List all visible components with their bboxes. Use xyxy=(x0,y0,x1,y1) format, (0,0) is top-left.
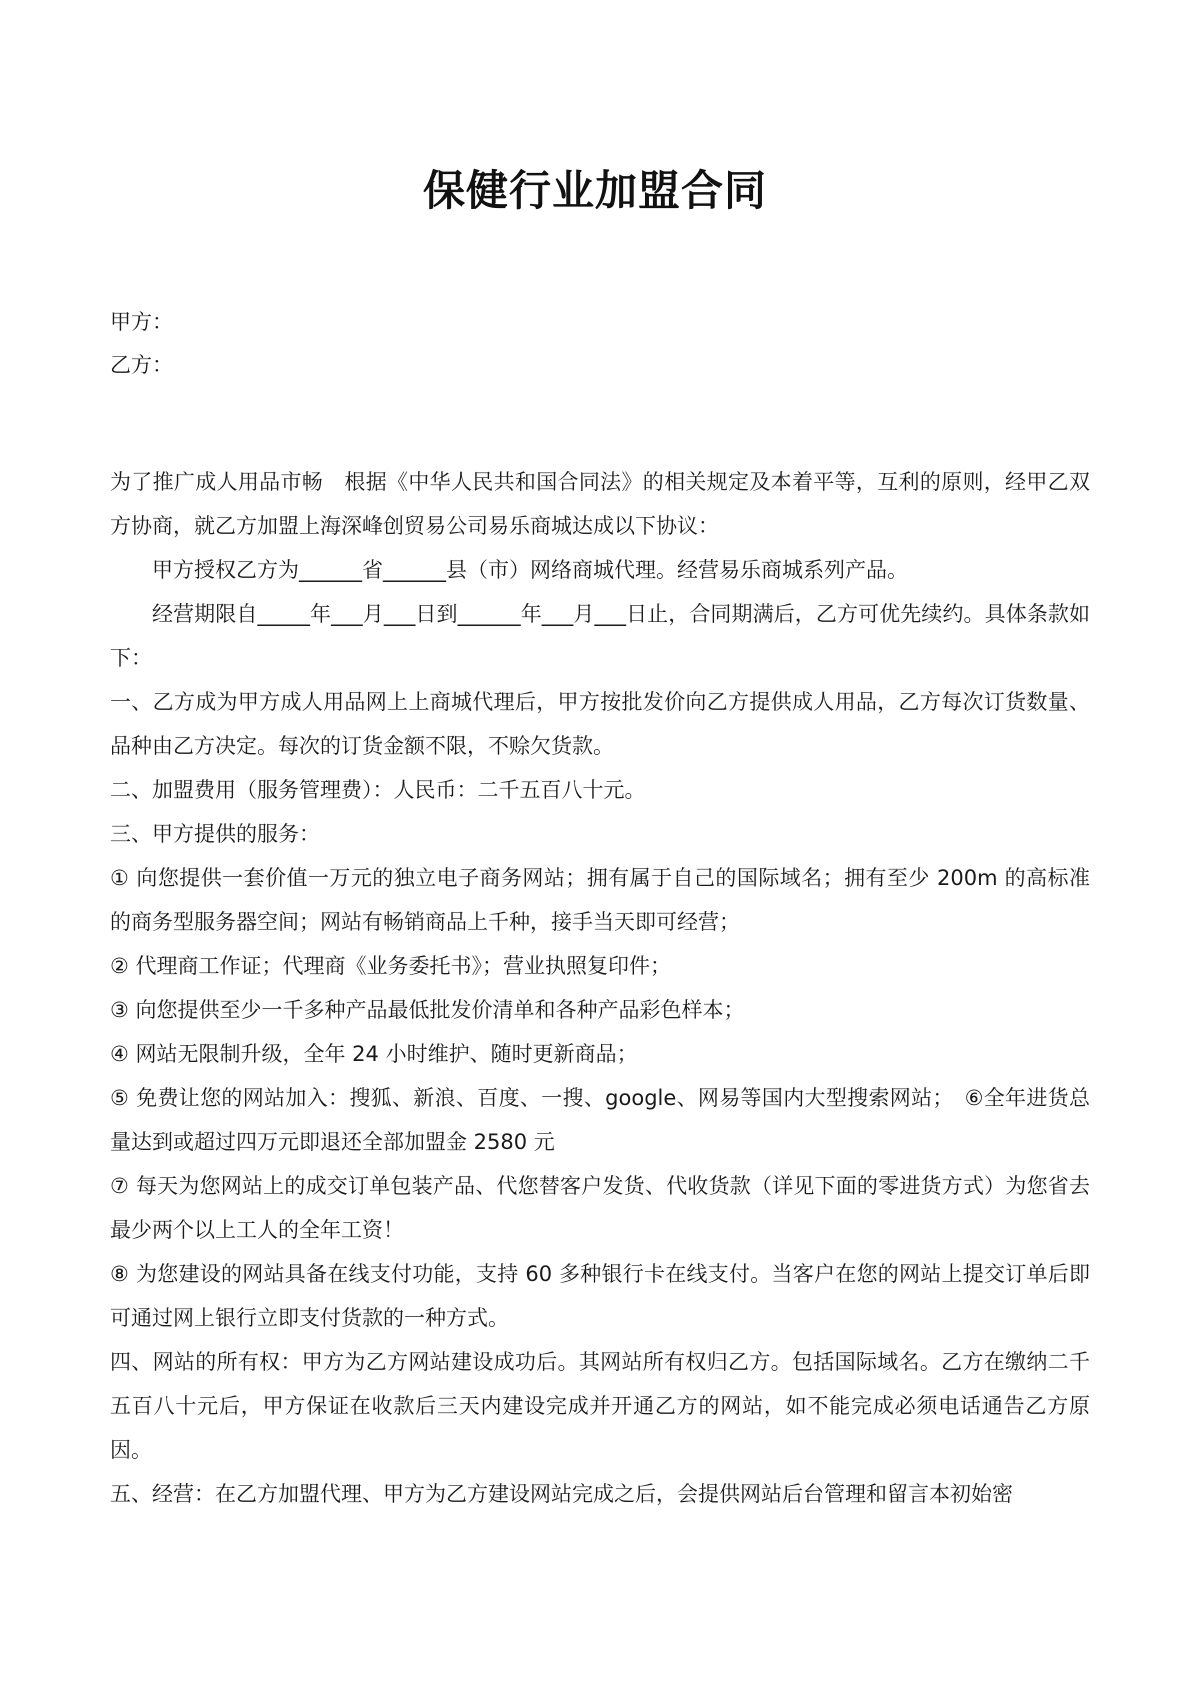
term-paragraph: 经营期限自_____年___月___日到______年___月___日止，合同期满后，乙方可优先续约。具体条款如下： xyxy=(110,602,1090,670)
clause-4: 四、网站的所有权：甲方为乙方网站建设成功后。其网站所有权归乙方。包括国际域名。乙方在缴纳二千五百八十元后，甲方保证在收款后三天内建设完成并开通乙方的网站，如不能完成必须电话通告乙方原因。 xyxy=(110,1350,1090,1462)
contract-body xyxy=(110,460,1090,1516)
service-item-7: ⑦ 每天为您网站上的成交订单包装产品、代您替客户发货、代收货款（详见下面的零进货方式）为您省去最少两个以上工人的全年工资！ xyxy=(110,1174,1090,1242)
service-item-1: ① 向您提供一套价值一万元的独立电子商务网站；拥有属于自己的国际域名；拥有至少 200m 的高标准的商务型服务器空间；网站有畅销商品上千种，接手当天即可经营； xyxy=(110,866,1090,934)
party-a-label: 甲方： xyxy=(110,310,173,334)
service-item-5-6: ⑤ 免费让您的网站加入：搜狐、新浪、百度、一搜、google、网易等国内大型搜索网站； ⑥全年进货总量达到或超过四万元即退还全部加盟金 2580 元 xyxy=(110,1086,1090,1154)
service-item-8: ⑧ 为您建设的网站具备在线支付功能，支持 60 多种银行卡在线支付。当客户在您的网站上提交订单后即可通过网上银行立即支付货款的一种方式。 xyxy=(110,1262,1090,1330)
intro-paragraph: 为了推广成人用品市畅 根据《中华人民共和国合同法》的相关规定及本着平等，互利的原则，经甲乙双方协商，就乙方加盟上海深峰创贸易公司易乐商城达成以下协议： xyxy=(110,470,1090,538)
document-title: 保健行业加盟合同 xyxy=(422,166,767,215)
clause-2: 二、加盟费用（服务管理费）：人民币：二千五百八十元。 xyxy=(110,778,646,802)
clause-5: 五、经营：在乙方加盟代理、甲方为乙方建设网站完成之后，会提供网站后台管理和留言本初始密 xyxy=(110,1482,1013,1506)
party-b-label: 乙方： xyxy=(110,353,173,377)
authorization-paragraph: 甲方授权乙方为______省______县（市）网络商城代理。经营易乐商城系列产品。 xyxy=(152,558,908,582)
service-item-3: ③ 向您提供至少一千多种产品最低批发价清单和各种产品彩色样本； xyxy=(110,998,745,1022)
service-item-4: ④ 网站无限制升级，全年 24 小时维护、随时更新商品； xyxy=(110,1042,638,1066)
clause-3-heading: 三、甲方提供的服务： xyxy=(110,822,320,846)
clause-1: 一、乙方成为甲方成人用品网上上商城代理后，甲方按批发价向乙方提供成人用品，乙方每次订货数量、品种由乙方决定。每次的订货金额不限，不赊欠货款。 xyxy=(110,690,1090,758)
service-item-2: ② 代理商工作证；代理商《业务委托书》；营业执照复印件； xyxy=(110,954,671,978)
